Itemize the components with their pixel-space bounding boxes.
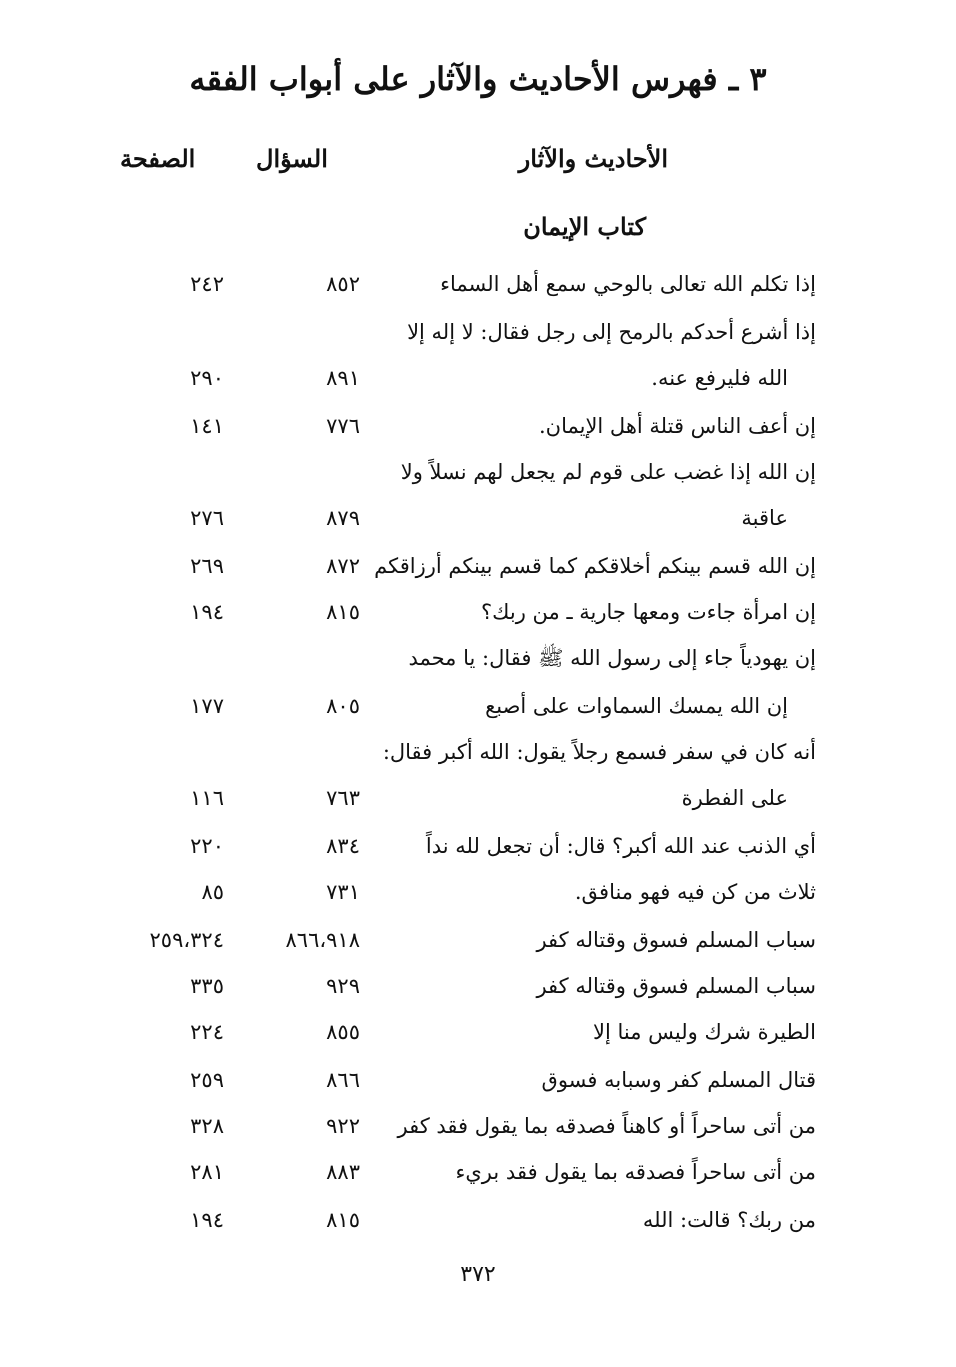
entry-question: ٨٥٢ xyxy=(326,272,360,296)
entry-page: ١٧٧ xyxy=(190,694,224,718)
entry-text: أنه كان في سفر فسمع رجلاً يقول: الله أكبر فقال: xyxy=(382,740,816,764)
list-item xyxy=(0,406,956,446)
entry-text: من ربك؟ قالت: الله xyxy=(642,1208,816,1232)
entry-page: ٢٩٠ xyxy=(190,366,224,390)
entry-question: ٨٧٩ xyxy=(326,506,360,530)
entry-question: ٩٢٩ xyxy=(326,974,360,998)
list-item xyxy=(0,546,956,586)
entry-page: ١٩٤ xyxy=(190,600,224,624)
entry-page: ٢٧٦ xyxy=(190,506,224,530)
entry-text: أي الذنب عند الله أكبر؟ قال: أن تجعل لله نداً xyxy=(425,834,816,858)
entry-text: ثلاث من كن فيه فهو منافق. xyxy=(574,880,816,904)
entry-page: ٣٢٨ xyxy=(190,1114,224,1138)
entry-page: ٢٥٩ xyxy=(190,1068,224,1092)
entry-question: ٧٣١ xyxy=(326,880,360,904)
entry-question: ٨٣٤ xyxy=(326,834,360,858)
entry-text: سباب المسلم فسوق وقتاله كفر xyxy=(536,928,816,952)
page-title: ٣ ـ فهرس الأحاديث والآثار على أبواب الفقه xyxy=(189,60,767,98)
entry-text: إن أعف الناس قتلة أهل الإيمان. xyxy=(538,414,816,438)
entry-text: إن يهودياً جاء إلى رسول الله ﷺ فقال: يا محمد xyxy=(408,646,816,670)
list-item xyxy=(0,686,956,726)
column-header-page: الصفحة xyxy=(120,144,196,173)
entry-page: ١٩٤ xyxy=(190,1208,224,1232)
entry-question: ٨٧٢ xyxy=(326,554,360,578)
entry-page: ٢٢٠ xyxy=(190,834,224,858)
entry-text: إن الله إذا غضب على قوم لم يجعل لهم نسلاً ولا xyxy=(400,460,816,484)
entry-question: ٩٢٢ xyxy=(326,1114,360,1138)
entry-text: إن الله يمسك السماوات على أصبع xyxy=(485,694,788,718)
section-title: كتاب الإيمان xyxy=(523,212,646,241)
entry-page: ٢٨١ xyxy=(190,1160,224,1184)
list-item xyxy=(0,1152,956,1192)
list-item xyxy=(0,452,956,492)
entry-question: ٨٦٦،٩١٨ xyxy=(285,928,360,952)
list-item xyxy=(0,264,956,304)
entry-text: على الفطرة xyxy=(681,786,788,810)
entry-page: ١٤١ xyxy=(190,414,224,438)
list-item xyxy=(0,732,956,772)
entry-text: قتال المسلم كفر وسبابه فسوق xyxy=(541,1068,816,1092)
entry-page: ٢٥٩،٣٢٤ xyxy=(149,928,224,952)
list-item xyxy=(0,826,956,866)
list-item xyxy=(0,872,956,912)
entry-page: ٢٢٤ xyxy=(190,1020,224,1044)
list-item xyxy=(0,1012,956,1052)
entry-text: الله فليرفع عنه. xyxy=(651,366,788,390)
entry-page: ٨٥ xyxy=(201,880,224,904)
column-header-question: السؤال xyxy=(256,144,328,173)
list-item xyxy=(0,498,956,538)
list-item xyxy=(0,966,956,1006)
entry-text: من أتى ساحراً أو كاهناً فصدقه بما يقول فقد كفر xyxy=(397,1114,816,1138)
entry-text: من أتى ساحراً فصدقه بما يقول فقد بريء xyxy=(455,1160,816,1184)
entry-question: ٨٥٥ xyxy=(326,1020,360,1044)
list-item xyxy=(0,1200,956,1240)
entry-question: ٨٨٣ xyxy=(326,1160,360,1184)
list-item xyxy=(0,1060,956,1100)
entry-text: الطيرة شرك وليس منا إلا xyxy=(592,1020,816,1044)
entry-page: ٢٦٩ xyxy=(190,554,224,578)
entry-page: ٣٣٥ xyxy=(190,974,224,998)
list-item xyxy=(0,920,956,960)
entry-text: سباب المسلم فسوق وقتاله كفر xyxy=(536,974,816,998)
entry-question: ٨١٥ xyxy=(326,1208,360,1232)
entry-page: ٢٤٢ xyxy=(190,272,224,296)
list-item xyxy=(0,1106,956,1146)
list-item xyxy=(0,358,956,398)
entry-page: ١١٦ xyxy=(190,786,224,810)
list-item xyxy=(0,638,956,678)
page-number: ٣٧٢ xyxy=(460,1262,496,1287)
entry-text: إن امرأة جاءت ومعها جارية ـ من ربك؟ xyxy=(481,600,816,624)
entry-text: إذا أشرع أحدكم بالرمح إلى رجل فقال: لا إله إلا xyxy=(407,320,816,344)
list-item xyxy=(0,778,956,818)
list-item xyxy=(0,312,956,352)
entry-question: ٧٧٦ xyxy=(326,414,360,438)
entry-text: إذا تكلم الله تعالى بالوحي سمع أهل السماء xyxy=(440,272,816,296)
entry-question: ٨٩١ xyxy=(326,366,360,390)
entry-question: ٨١٥ xyxy=(326,600,360,624)
entry-text: إن الله قسم بينكم أخلاقكم كما قسم بينكم أرزاقكم xyxy=(374,554,816,578)
column-header-hadith: الأحاديث والآثار xyxy=(518,144,668,173)
entry-text: عاقبة xyxy=(741,506,788,530)
entry-question: ٨٠٥ xyxy=(326,694,360,718)
list-item xyxy=(0,592,956,632)
entry-question: ٧٦٣ xyxy=(326,786,360,810)
entry-question: ٨٦٦ xyxy=(326,1068,360,1092)
